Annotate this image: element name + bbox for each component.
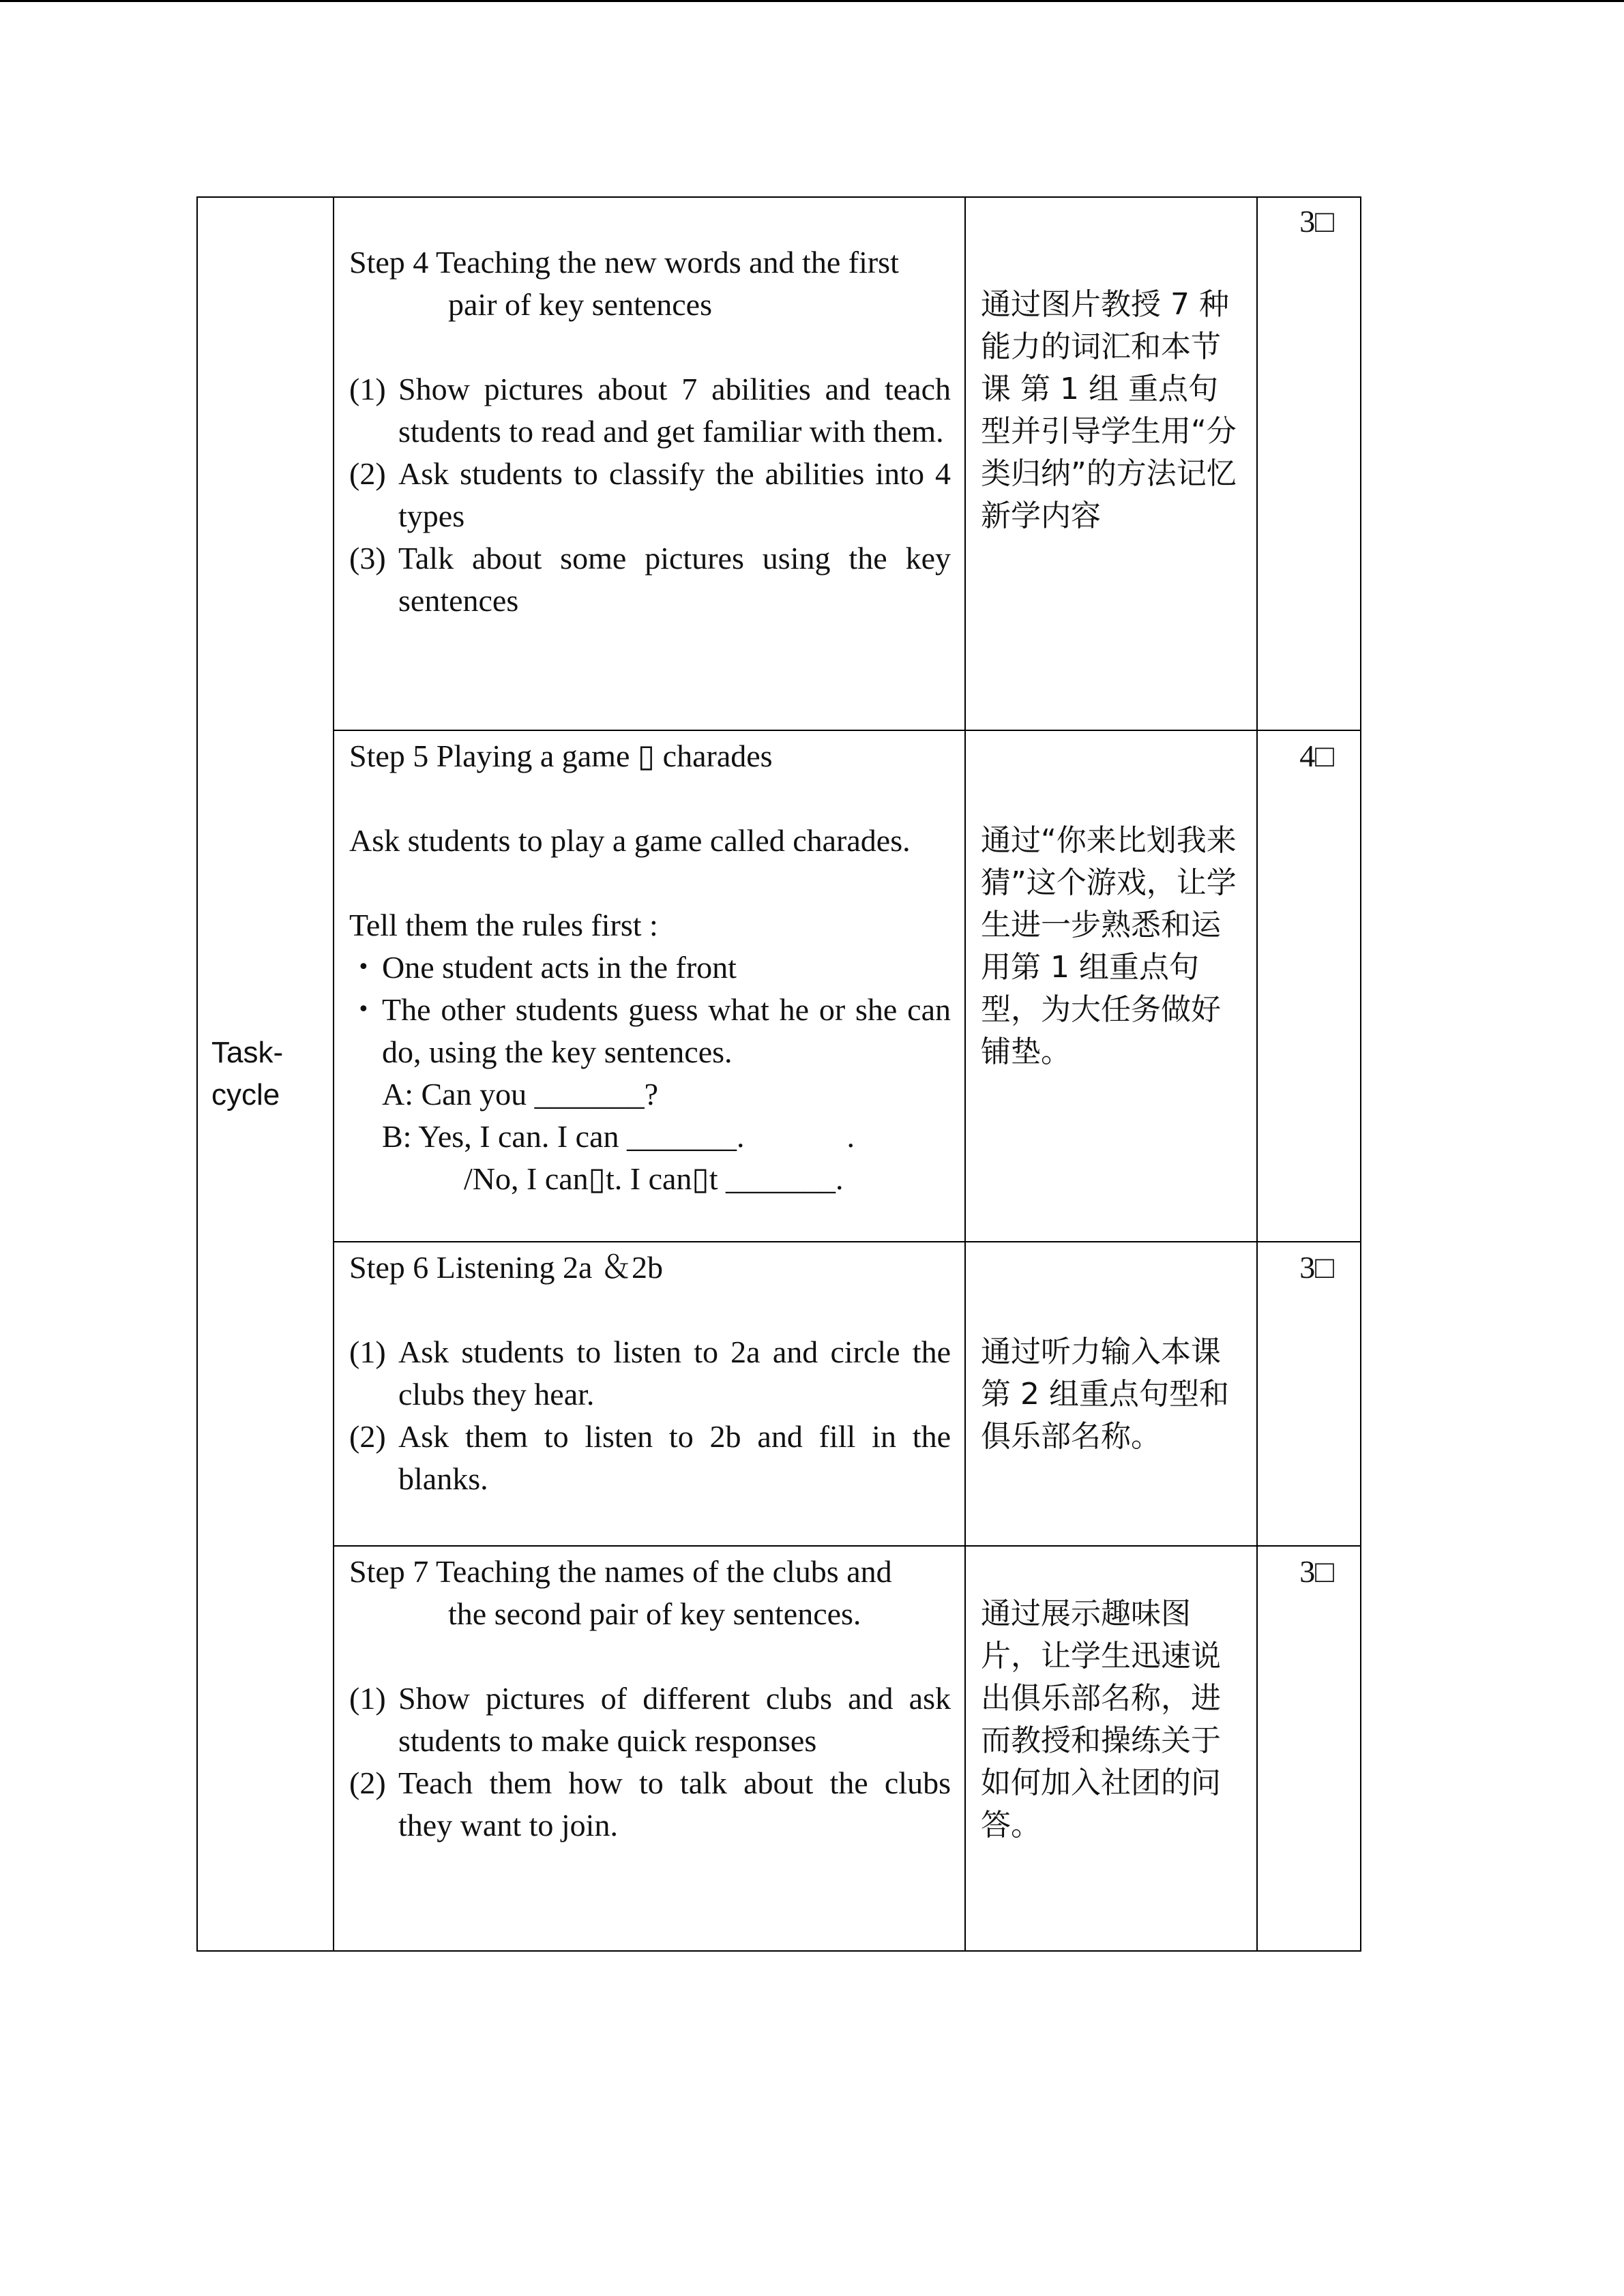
- purpose-cell: [965, 1242, 1257, 1546]
- time-cell: [1257, 197, 1361, 730]
- time-value: 3□: [1299, 204, 1334, 239]
- purpose-text: 通过“你来比划我来猜”这个游戏，让学生进一步熟悉和运用第 1 组重点句型，为大任务做好铺垫。: [981, 823, 1237, 1069]
- time-cell: [1257, 1546, 1361, 1951]
- list-item: (1) Show pictures about 7 abilities and teach students to read and get familiar with them.: [349, 372, 951, 449]
- list-item: (3) Talk about some pictures using the key sentences: [349, 541, 951, 618]
- table-row: [197, 1242, 1361, 1546]
- list-item: • The other students guess what he or she can do, using the key sentences.: [357, 992, 951, 1069]
- procedure-cell: [334, 1546, 965, 1951]
- purpose-cell: [965, 730, 1257, 1242]
- step-title: Step 6 Listening 2a ＆2b: [349, 1250, 663, 1285]
- purpose-cell: [965, 1546, 1257, 1951]
- step-list: [349, 1678, 951, 1847]
- table-row: [197, 1546, 1361, 1951]
- purpose-text: 通过听力输入本课第 2 组重点句型和俱乐部名称。: [981, 1335, 1229, 1454]
- step-title: Step 4 Teaching the new words and the first pair of key sentences: [349, 245, 899, 322]
- step-list: [349, 1331, 951, 1500]
- step-title: Step 7 Teaching the names of the clubs and the second pair of key sentences.: [349, 1554, 892, 1631]
- table-row: [197, 730, 1361, 1242]
- step-title: Step 5 Playing a game ▯ charades: [349, 739, 773, 773]
- procedure-cell: [334, 1242, 965, 1546]
- time-value: 3□: [1299, 1250, 1334, 1285]
- list-item: • One student acts in the front: [357, 950, 737, 985]
- list-item: (1) Show pictures of different clubs and ask students to make quick responses: [349, 1681, 951, 1758]
- stage-cell: [197, 197, 334, 1951]
- time-value: 3□: [1299, 1554, 1334, 1589]
- rules-title: Tell them the rules first :: [349, 908, 658, 942]
- time-value: 4□: [1299, 739, 1334, 773]
- step-list: [349, 368, 951, 622]
- procedure-cell: [334, 730, 965, 1242]
- page-top-border: [0, 0, 1624, 2]
- list-item: (2) Teach them how to talk about the clubs they want to join.: [349, 1765, 951, 1843]
- dialog-example: A: Can you _______? B: Yes, I can. I can _______. . /No, I can▯t. I can▯t _______.: [382, 1077, 855, 1196]
- intro-text: Ask students to play a game called charades.: [349, 823, 911, 858]
- stage-label: Task-cycle: [211, 1036, 284, 1112]
- time-cell: [1257, 730, 1361, 1242]
- procedure-cell: [334, 197, 965, 730]
- list-item: (2) Ask students to classify the abilities into 4 types: [349, 456, 951, 533]
- rules-list: [349, 946, 951, 1073]
- list-item: (1) Ask students to listen to 2a and circle the clubs they hear.: [349, 1335, 951, 1412]
- list-item: (2) Ask them to listen to 2b and fill in the blanks.: [349, 1419, 951, 1496]
- time-cell: [1257, 1242, 1361, 1546]
- purpose-text: 通过展示趣味图片，让学生迅速说出俱乐部名称，进而教授和操练关于如何加入社团的问答。: [981, 1596, 1221, 1843]
- table-row: [197, 197, 1361, 730]
- purpose-text: 通过图片教授 7 种能力的词汇和本节课 第 1 组 重点句型并引导学生用“分类归纳”的方法记忆新学内容: [981, 287, 1237, 533]
- purpose-cell: [965, 197, 1257, 730]
- lesson-plan-table: [196, 196, 1361, 1952]
